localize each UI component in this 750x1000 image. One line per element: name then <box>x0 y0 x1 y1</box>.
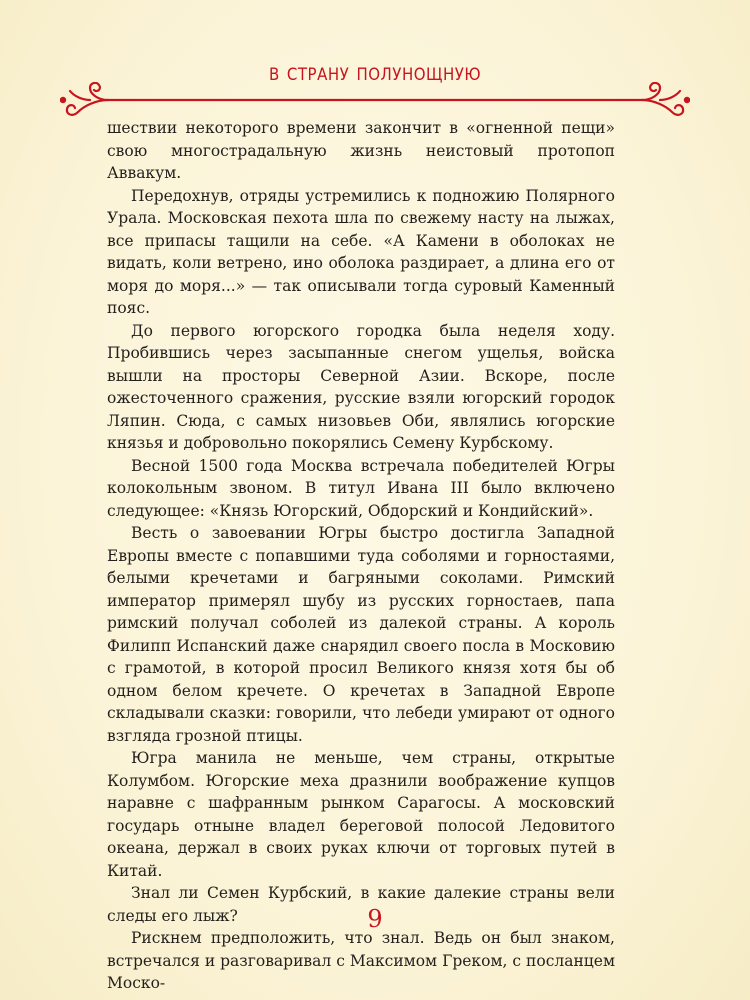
flourish-divider-icon <box>60 82 690 122</box>
running-title: в страну полунощную <box>268 58 482 86</box>
paragraph: Передохнув, отряды устремились к подножию Полярного Урала. Московская пехота шла по свежему насту на лыжах, все припасы тащили на себе. «А Камени в оболоках не видать, коли ветрено, ино оболока раздирает, а длина его от моря до моря...» — так описывали тогда суровый Каменный пояс. <box>107 186 615 317</box>
body-text <box>107 117 615 995</box>
paragraph: Весть о завоевании Югры быстро достигла Западной Европы вместе с попавшими туда соболями и горностаями, белыми кречетами и багряными соколами. Римский император примерял шубу из русских горностаев, папа римский получал соболей из далекой страны. А король Филипп Испанский даже снарядил своего посла в Московию с грамотой, в которой просил Великого князя хотя бы об одном белом кречете. О кречетах в Западной Европе складывали сказки: говорили, что лебеди умирают от одного взгляда грозной птицы. <box>107 524 615 745</box>
paragraph: Весной 1500 года Москва встречала победителей Югры колокольным звоном. В титул Ивана III было включено следующее: «Князь Югорский, Обдорский и Кондийский». <box>107 456 615 520</box>
paragraph: Югра манила не меньше, чем страны, открытые Колумбом. Югорские меха дразнили воображение купцов наравне с шафранным рынком Сарагосы. А московский государь отныне владел береговой полосой Ледовитого океана, держал в своих руках ключи от торговых путей в Китай. <box>107 749 615 880</box>
page-number: 9 <box>367 905 383 933</box>
paragraph: шествии некоторого времени закончит в «огненной пещи» свою многострадальную жизнь неистовый протопоп Аввакум. <box>107 119 615 182</box>
paragraph: До первого югорского городка была неделя ходу. Пробившись через засыпанные снегом ущелья, войска вышли на просторы Северной Азии. Вскоре, после ожесточенного сражения, русские взяли югорский городок Ляпин. Сюда, с самых низовьев Оби, являлись югорские князья и добровольно покорялись Семену Курбскому. <box>107 321 615 452</box>
paragraph: Знал ли Семен Курбский, в какие далекие страны вели следы его лыж? <box>107 884 615 925</box>
paragraph: Рискнем предположить, что знал. Ведь он был знаком, встречался и разговаривал с Максимом Греком, с посланцем Моско- <box>107 929 615 992</box>
